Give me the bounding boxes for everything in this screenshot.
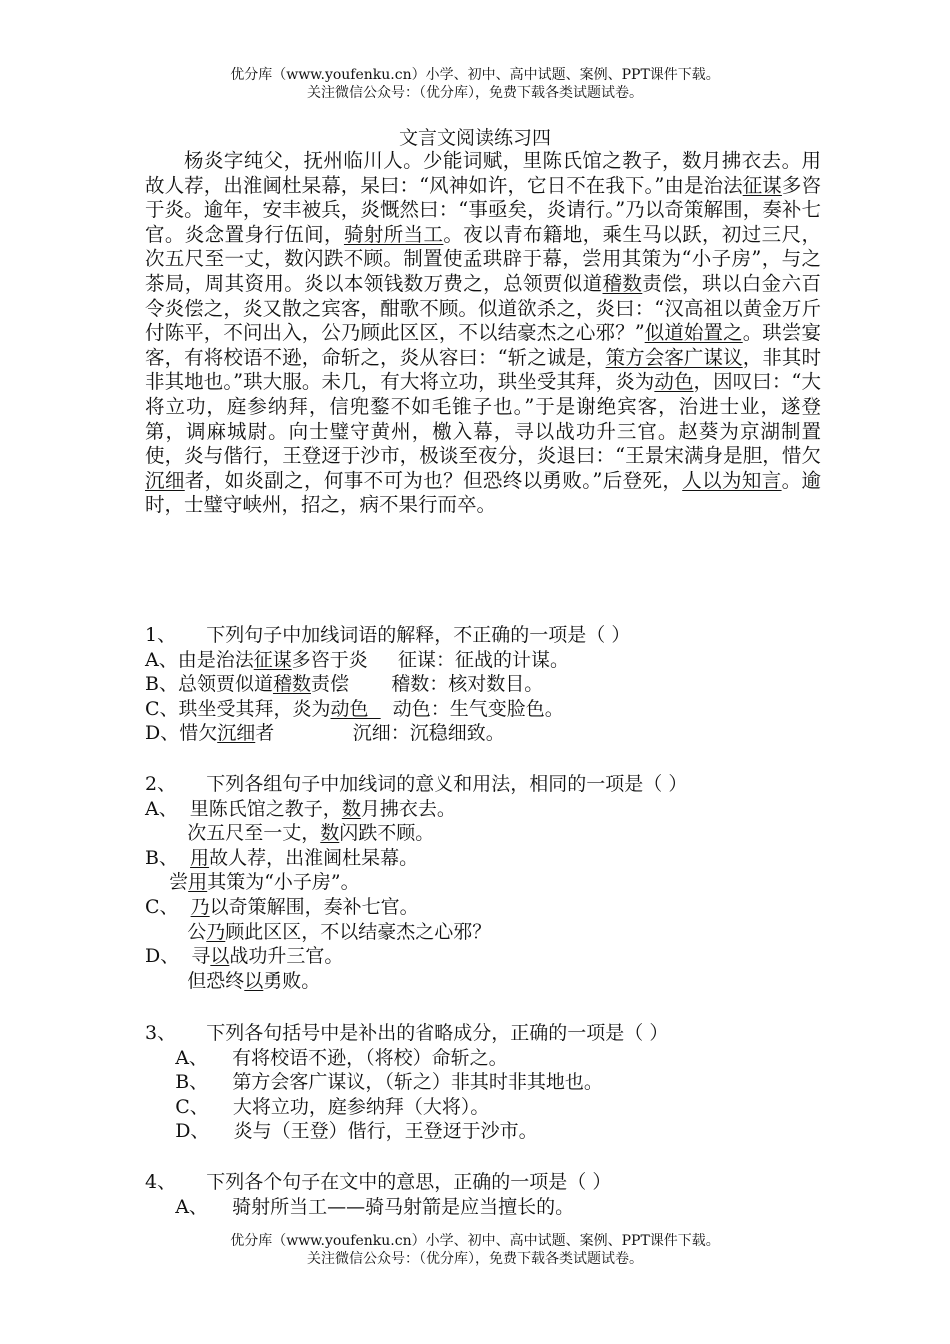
underlined-term: 沉细 — [217, 722, 256, 745]
underlined-term: 乃 — [206, 920, 226, 943]
underlined-term: 征谋 — [253, 648, 292, 671]
text-run: A、 里陈氏馆之教子， — [145, 797, 342, 820]
question-1 — [145, 623, 825, 746]
question-line — [145, 846, 825, 871]
underlined-term: 稽数 — [602, 271, 643, 295]
underlined-term: 动色 — [654, 370, 694, 394]
text-run: 4、 下列各个句子在文中的意思，正确的一项是（ ） — [145, 1171, 612, 1193]
text-run: ，因叹曰：“大将立功，庭参纳拜，信兜鍪不如毛锥子也。”于是谢绝宾客，治进士业，遂登第，调麻城尉。向士璧守黄州，檄入幕，寻以战功升三官。赵葵为京湖制置使，炎与偕行，王登迓于沙市，极谈至夜分，炎退曰：“王景宋满身是胆，惜欠 — [145, 370, 821, 468]
text-run: D、 寻 — [145, 945, 211, 968]
underlined-term: 以 — [210, 945, 230, 968]
footer-line-1: 优分库（www.youfenku.cn）小学、初中、高中试题、案例、PPT课件下载。 — [230, 1233, 720, 1249]
question-line — [145, 944, 825, 969]
reading-passage — [145, 149, 821, 518]
question-stem — [145, 1170, 825, 1195]
text-run: 1、 下列句子中加线词语的解释，不正确的一项是（ ） — [145, 624, 631, 646]
text-run: 者 沉细：沉稳细致。 — [255, 722, 505, 745]
underlined-term: 稽数 — [272, 673, 311, 696]
text-run: 尝 — [145, 871, 189, 894]
text-run: 杨炎字纯父，抚州临川人。少能词赋，里陈氏馆之教子，数月拂衣去。用故人荐，出淮阃杜杲幕，杲曰：“风神如许，它日不在我下。”由是治法 — [145, 149, 821, 197]
underlined-term: 征谋 — [742, 173, 782, 197]
text-run: A、 骑射所当工——骑马射箭是应当擅长的。 — [145, 1195, 575, 1218]
text-run: 次五尺至一丈， — [145, 822, 321, 845]
text-run: 2、 下列各组句子中加线词的意义和用法，相同的一项是（ ） — [145, 773, 688, 795]
question-line — [145, 1070, 825, 1095]
question-line — [145, 797, 825, 822]
question-2 — [145, 772, 825, 993]
underlined-term: 骑射所当工 — [343, 222, 444, 246]
underlined-term: 似道始置之 — [644, 321, 743, 345]
question-line — [145, 920, 825, 945]
question-line — [145, 1046, 825, 1071]
footer-line-2: 关注微信公众号：（优分库），免费下载各类试题试卷。 — [307, 1251, 643, 1267]
underlined-term: 用 — [190, 846, 210, 869]
text-run: 勇败。 — [263, 969, 321, 992]
question-4 — [145, 1170, 825, 1219]
question-line — [145, 969, 825, 994]
question-stem — [145, 1021, 825, 1046]
text-run: 战功升三官。 — [229, 945, 344, 968]
question-line — [145, 870, 825, 895]
text-run: B、总领贾似道 — [145, 673, 273, 696]
text-run: C、 — [145, 895, 191, 918]
text-run: D、惜欠 — [145, 722, 218, 745]
text-run: 动色：生气变脸色。 — [380, 697, 564, 720]
text-run: B、 第方会客广谋议，（斩之）非其时非其地也。 — [145, 1071, 603, 1094]
underlined-term: 数 — [320, 822, 340, 845]
question-line — [145, 895, 825, 920]
text-run: B、 — [145, 846, 191, 869]
text-run: 顾此区区，不以结豪杰之心邪？ — [225, 920, 492, 943]
question-line — [145, 821, 825, 846]
text-run: 闪跌不顾。 — [339, 822, 435, 845]
question-line — [145, 1119, 825, 1144]
text-run: 者，如炎副之，何事不可为也？但恐终以勇败。”后登死， — [184, 468, 683, 492]
text-run: 故人荐，出淮阃杜杲幕。 — [209, 846, 419, 869]
question-stem — [145, 772, 825, 797]
text-run: D、 炎与（王登）偕行，王登迓于沙市。 — [145, 1120, 538, 1143]
text-run: 责偿，珙以白金六百令炎偿之，炎又散之宾客，酣歌不顾。似道欲杀之，炎曰：“汉高祖以黄金万斤付陈平，不问出入，公乃顾此区区，不以结豪杰之心邪？” — [145, 271, 821, 345]
underlined-term: 以 — [244, 969, 264, 992]
underlined-term: 数 — [341, 797, 361, 820]
text-run: 。珙尝宴客，有将校语不逊，命斩之，炎从容曰：“斩之诚是， — [145, 321, 821, 369]
text-run: 。逾时，士璧守峡州，招之，病不果行而卒。 — [145, 468, 821, 517]
text-run: 其策为“小子房”。 — [207, 871, 360, 894]
question-line — [145, 697, 825, 722]
text-run: 但恐终 — [145, 969, 245, 992]
page-header — [0, 66, 950, 102]
text-run: C、 大将立功，庭参纳拜（大将）。 — [145, 1095, 490, 1118]
question-3 — [145, 1021, 825, 1144]
text-run: 3、 下列各句括号中是补出的省略成分，正确的一项是（ ） — [145, 1022, 669, 1044]
text-run: 月拂衣去。 — [360, 797, 456, 820]
text-run: ，非其时非其地也。”珙大服。未几，有大将立功，珙坐受其拜，炎为 — [145, 345, 821, 394]
question-stem — [145, 623, 825, 648]
question-line — [145, 1095, 825, 1120]
header-line-2: 关注微信公众号：（优分库），免费下载各类试题试卷。 — [307, 85, 643, 101]
question-line — [145, 648, 825, 673]
text-run: 公 — [145, 920, 207, 943]
question-line — [145, 721, 825, 746]
text-run: A、由是治法 — [145, 648, 254, 671]
underlined-term: 乃 — [190, 895, 210, 918]
header-line-1: 优分库（www.youfenku.cn）小学、初中、高中试题、案例、PPT课件下载。 — [230, 67, 720, 83]
underlined-term: 动色 — [330, 697, 381, 720]
text-run: 责偿 稽数：核对数目。 — [310, 673, 544, 696]
text-run: 多咨于炎。逾年，安丰被兵，炎慨然曰：“事亟矣，炎请行。”乃以奇策解围，奏补七官。炎念置身行伍间， — [145, 173, 821, 246]
page-footer — [0, 1232, 950, 1268]
question-line — [145, 1195, 825, 1220]
underlined-term: 策方会客广谋议 — [605, 345, 743, 369]
underlined-term: 沉细 — [145, 468, 185, 492]
document-title: 文言文阅读练习四 — [398, 127, 551, 149]
text-run: C、珙坐受其拜，炎为 — [145, 697, 331, 720]
underlined-term: 人以为知言 — [682, 468, 782, 492]
question-line — [145, 672, 825, 697]
text-run: 多咨于炎 征谋：征战的计谋。 — [291, 648, 569, 671]
underlined-term: 用 — [188, 871, 208, 894]
text-run: 以奇策解围，奏补七官。 — [209, 895, 419, 918]
text-run: A、 有将校语不逊，（将校）命斩之。 — [145, 1046, 508, 1069]
text-run: 。夜以青布籍地，乘生马以跃，初过三尺，次五尺至一丈，数闪跌不顾。制置使孟珙辟于幕，尝用其策为“小子房”，与之茶局，周其资用。炎以本领钱数万费之，总领贾似道 — [145, 222, 821, 295]
